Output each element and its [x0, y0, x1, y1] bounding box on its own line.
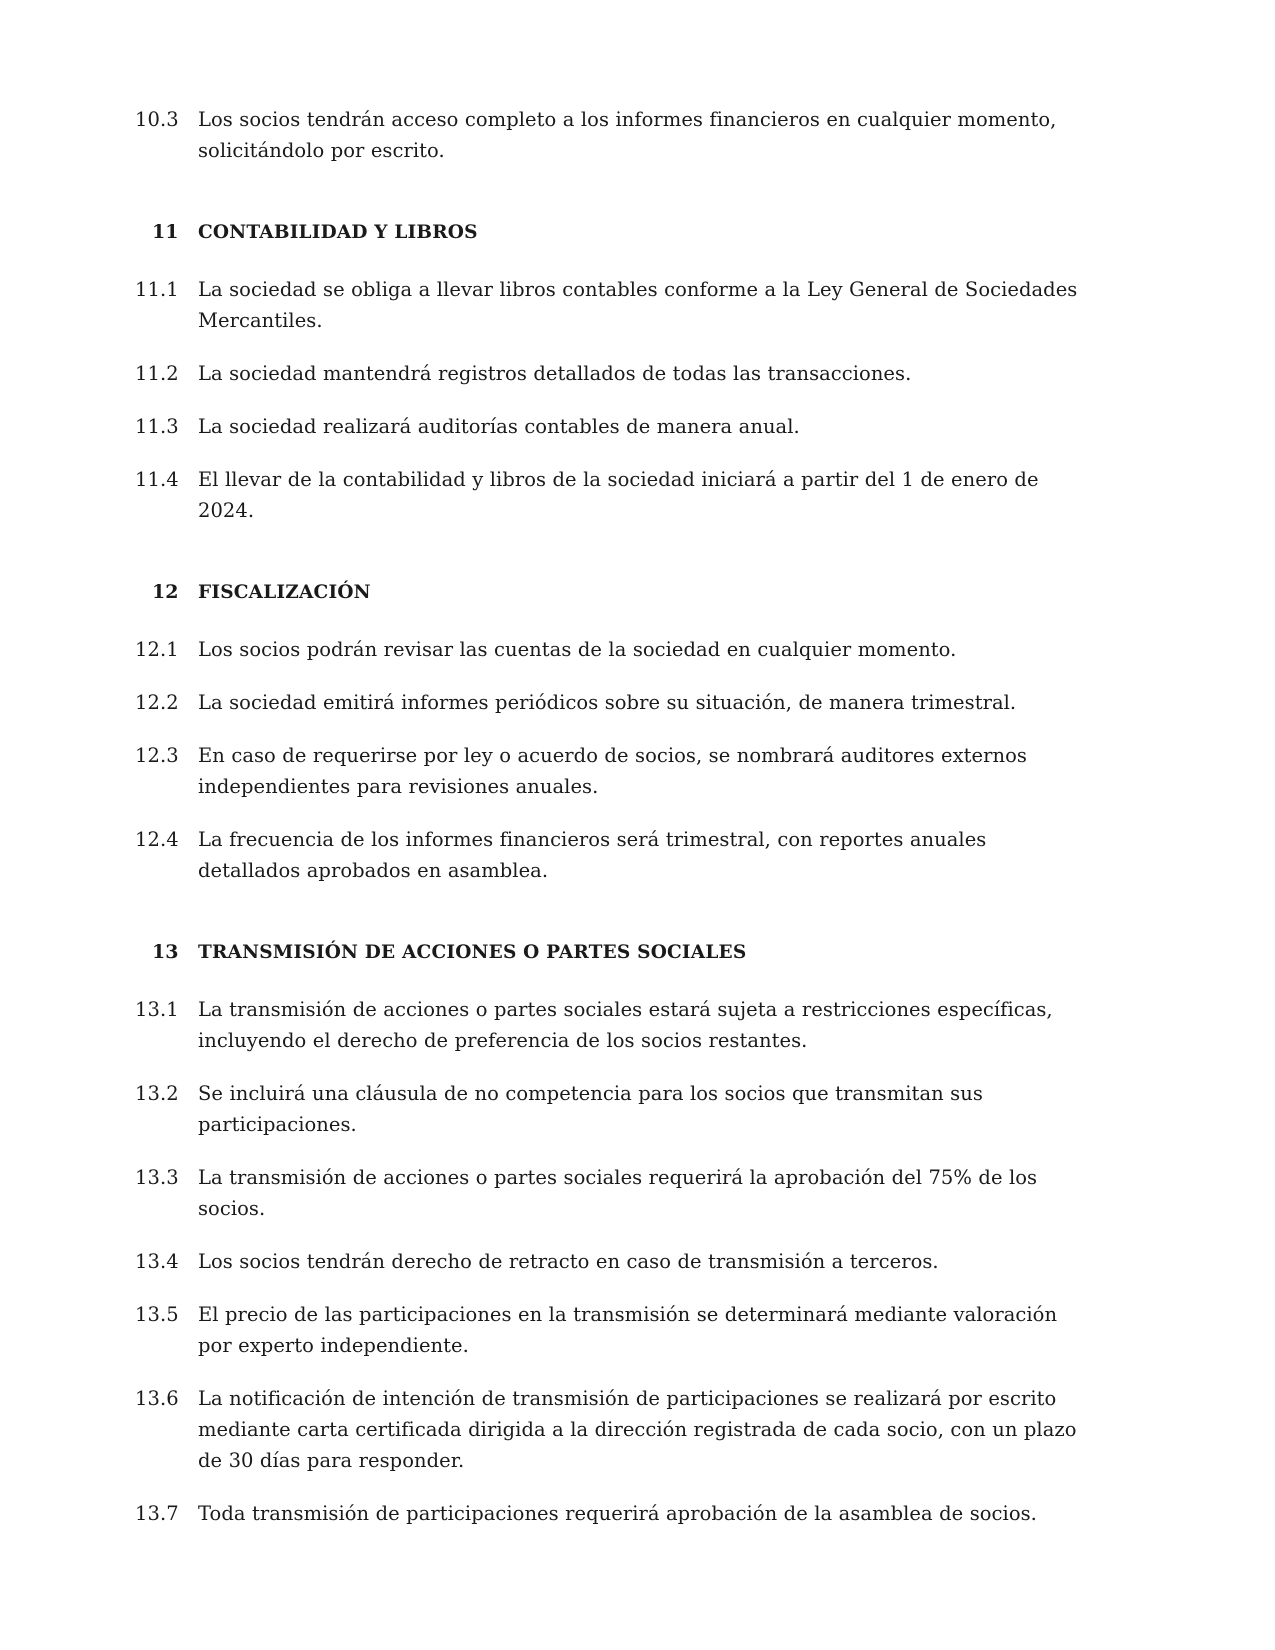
clause-number: 13.6	[135, 1387, 179, 1410]
clause-number: 12.3	[135, 744, 179, 767]
clause-item	[135, 358, 1093, 389]
clause-item	[135, 687, 1093, 718]
clause-text: El precio de las participaciones en la transmisión se determinará mediante valoración por experto independiente.	[198, 1303, 1058, 1357]
clause-item	[135, 1498, 1093, 1529]
clause-number: 13.3	[135, 1166, 179, 1189]
clause-item	[135, 274, 1093, 336]
clause-text: Los socios tendrán derecho de retracto en caso de transmisión a terceros.	[198, 1250, 939, 1273]
clause-item	[135, 1078, 1093, 1140]
clause-number: 13.5	[135, 1303, 179, 1326]
section-number: 13	[152, 941, 179, 963]
clause-item	[135, 411, 1093, 442]
clause-item	[135, 740, 1093, 802]
section-title: FISCALIZACIÓN	[198, 582, 371, 603]
clause-text: La transmisión de acciones o partes sociales requerirá la aprobación del 75% de los socios.	[198, 1166, 1038, 1220]
section-heading	[135, 218, 1093, 247]
document-content	[135, 104, 1093, 1551]
clause-item	[135, 1383, 1093, 1476]
clause-text: La notificación de intención de transmisión de participaciones se realizará por escrito mediante carta certificada dirigida a la dirección registrada de cada socio, con un plazo de 30 días para responder.	[198, 1387, 1077, 1472]
clause-number: 11.3	[135, 415, 179, 438]
clause-text: La transmisión de acciones o partes sociales estará sujeta a restricciones específicas, incluyendo el derecho de preferencia de los socios restantes.	[198, 998, 1053, 1052]
clause-number: 11.4	[135, 468, 179, 491]
clause-number: 13.1	[135, 998, 179, 1021]
clause-text: Los socios tendrán acceso completo a los informes financieros en cualquier momento, solicitándolo por escrito.	[198, 108, 1057, 162]
clause-item	[135, 464, 1093, 526]
clause-text: Toda transmisión de participaciones requerirá aprobación de la asamblea de socios.	[198, 1502, 1037, 1525]
clause-item	[135, 104, 1093, 166]
section-heading	[135, 578, 1093, 607]
clause-text: El llevar de la contabilidad y libros de la sociedad iniciará a partir del 1 de enero de 2024.	[198, 468, 1039, 522]
section-heading	[135, 938, 1093, 967]
clause-text: La sociedad realizará auditorías contables de manera anual.	[198, 415, 800, 438]
clause-text: La sociedad emitirá informes periódicos sobre su situación, de manera trimestral.	[198, 691, 1017, 714]
section-title: TRANSMISIÓN DE ACCIONES O PARTES SOCIALES	[198, 942, 747, 963]
clause-text: En caso de requerirse por ley o acuerdo de socios, se nombrará auditores externos independientes para revisiones anuales.	[198, 744, 1027, 798]
section-title: CONTABILIDAD Y LIBROS	[198, 222, 478, 243]
clause-number: 12.1	[135, 638, 179, 661]
clause-item	[135, 1299, 1093, 1361]
clause-text: La sociedad mantendrá registros detallados de todas las transacciones.	[198, 362, 912, 385]
clause-text: La sociedad se obliga a llevar libros contables conforme a la Ley General de Sociedades Mercantiles.	[198, 278, 1078, 332]
clause-text: Los socios podrán revisar las cuentas de la sociedad en cualquier momento.	[198, 638, 957, 661]
clause-number: 13.2	[135, 1082, 179, 1105]
clause-number: 11.1	[135, 278, 179, 301]
clause-number: 12.4	[135, 828, 179, 851]
clause-number: 10.3	[135, 108, 179, 131]
clause-text: Se incluirá una cláusula de no competencia para los socios que transmitan sus participaciones.	[198, 1082, 983, 1136]
clause-item	[135, 824, 1093, 886]
clause-text: La frecuencia de los informes financieros será trimestral, con reportes anuales detallados aprobados en asamblea.	[198, 828, 987, 882]
clause-item	[135, 994, 1093, 1056]
clause-number: 12.2	[135, 691, 179, 714]
clause-item	[135, 634, 1093, 665]
section-number: 12	[152, 581, 179, 603]
clause-item	[135, 1246, 1093, 1277]
clause-number: 13.4	[135, 1250, 179, 1273]
clause-number: 11.2	[135, 362, 179, 385]
section-number: 11	[152, 221, 179, 243]
clause-number: 13.7	[135, 1502, 179, 1525]
clause-item	[135, 1162, 1093, 1224]
